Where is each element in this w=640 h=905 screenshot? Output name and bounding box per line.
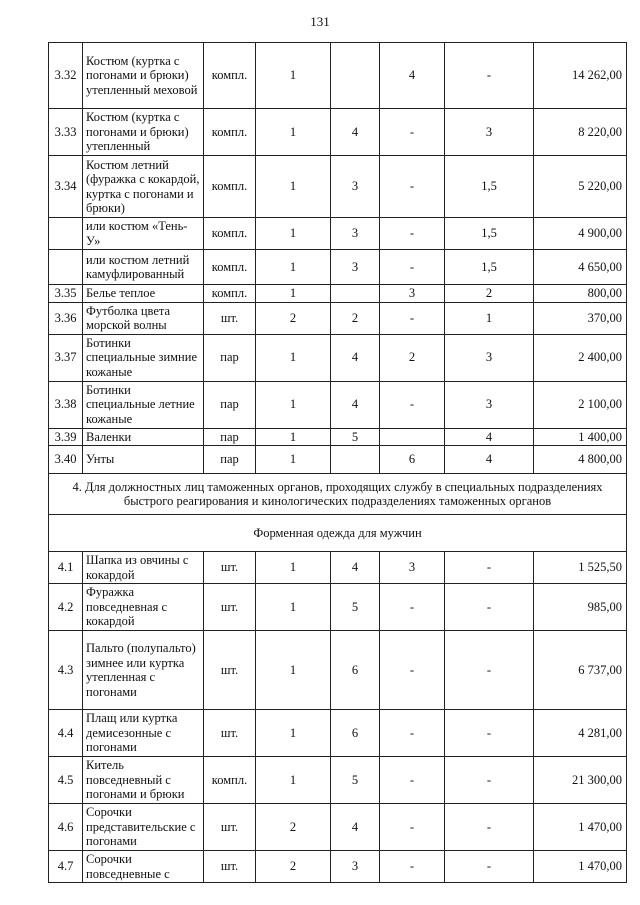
item-price: 8 220,00 <box>534 109 627 156</box>
item-col-a: 3 <box>380 285 445 303</box>
table-row <box>49 851 627 883</box>
table-row <box>49 804 627 851</box>
item-unit: пар <box>204 446 256 474</box>
item-col-a: 6 <box>380 446 445 474</box>
item-unit: шт. <box>204 552 256 584</box>
table-row <box>49 757 627 804</box>
section-heading-row <box>49 474 627 515</box>
item-quantity: 1 <box>256 631 331 710</box>
item-wear-term: 3 <box>331 156 380 218</box>
table-row <box>49 552 627 584</box>
item-col-a: - <box>380 302 445 334</box>
item-unit: шт. <box>204 804 256 851</box>
item-number: 3.40 <box>49 446 83 474</box>
item-name: Унты <box>83 446 204 474</box>
item-col-b: 1,5 <box>445 218 534 250</box>
item-col-b: - <box>445 710 534 757</box>
page-number: 131 <box>310 14 330 29</box>
item-quantity: 1 <box>256 334 331 381</box>
item-name: Валенки <box>83 428 204 446</box>
table-row <box>49 43 627 109</box>
item-price: 4 900,00 <box>534 218 627 250</box>
item-number: 4.5 <box>49 757 83 804</box>
item-number: 4.6 <box>49 804 83 851</box>
item-price: 2 400,00 <box>534 334 627 381</box>
item-price: 14 262,00 <box>534 43 627 109</box>
item-price: 1 400,00 <box>534 428 627 446</box>
item-quantity: 2 <box>256 804 331 851</box>
item-col-b: - <box>445 43 534 109</box>
item-quantity: 1 <box>256 584 331 631</box>
item-col-a: - <box>380 631 445 710</box>
item-wear-term: 5 <box>331 757 380 804</box>
item-number: 3.34 <box>49 156 83 218</box>
item-col-b: 2 <box>445 285 534 303</box>
item-wear-term: 4 <box>331 552 380 584</box>
item-wear-term: 6 <box>331 631 380 710</box>
item-unit: компл. <box>204 218 256 250</box>
item-unit: компл. <box>204 757 256 804</box>
item-price: 5 220,00 <box>534 156 627 218</box>
item-number: 4.4 <box>49 710 83 757</box>
item-unit: пар <box>204 381 256 428</box>
item-col-b: - <box>445 804 534 851</box>
section-heading: 4. Для должностных лиц таможенных органов, проходящих службу в специальных подразделениях быстрого реагирования и кинологических подразделениях таможенных органов <box>49 474 627 515</box>
item-wear-term: 6 <box>331 710 380 757</box>
item-name: Костюм летний (фуражка с кокардой, куртка с погонами и брюки) <box>83 156 204 218</box>
item-price: 1 525,50 <box>534 552 627 584</box>
item-name: Плащ или куртка демисезонные с погонами <box>83 710 204 757</box>
subheading: Форменная одежда для мужчин <box>49 515 627 552</box>
table-row <box>49 156 627 218</box>
supply-table <box>48 42 627 883</box>
item-col-a: - <box>380 381 445 428</box>
table-row <box>49 710 627 757</box>
item-number: 4.3 <box>49 631 83 710</box>
item-wear-term: 3 <box>331 218 380 250</box>
item-price: 4 650,00 <box>534 250 627 285</box>
item-price: 21 300,00 <box>534 757 627 804</box>
item-name: Белье теплое <box>83 285 204 303</box>
item-name: Ботинки специальные летние кожаные <box>83 381 204 428</box>
item-quantity: 2 <box>256 302 331 334</box>
item-col-b: - <box>445 631 534 710</box>
item-col-a: - <box>380 710 445 757</box>
item-wear-term: 2 <box>331 302 380 334</box>
table-row <box>49 381 627 428</box>
item-wear-term: 5 <box>331 428 380 446</box>
item-col-a: - <box>380 250 445 285</box>
item-unit: шт. <box>204 631 256 710</box>
item-col-a: 4 <box>380 43 445 109</box>
item-col-b: 1,5 <box>445 156 534 218</box>
item-col-a: - <box>380 804 445 851</box>
item-unit: пар <box>204 334 256 381</box>
item-number: 3.38 <box>49 381 83 428</box>
item-number: 3.35 <box>49 285 83 303</box>
item-quantity: 1 <box>256 552 331 584</box>
item-unit: шт. <box>204 851 256 883</box>
item-wear-term: 5 <box>331 584 380 631</box>
table-row <box>49 334 627 381</box>
item-col-a: - <box>380 109 445 156</box>
item-col-b: 1,5 <box>445 250 534 285</box>
table-row <box>49 428 627 446</box>
table-row <box>49 109 627 156</box>
item-wear-term: 3 <box>331 250 380 285</box>
item-name: Костюм (куртка с погонами и брюки) утепленный <box>83 109 204 156</box>
item-name: или костюм летний камуфлированный <box>83 250 204 285</box>
item-wear-term <box>331 446 380 474</box>
item-unit: шт. <box>204 584 256 631</box>
item-quantity: 1 <box>256 446 331 474</box>
item-name: Китель повседневный с погонами и брюки <box>83 757 204 804</box>
item-col-a: 3 <box>380 552 445 584</box>
item-name: Сорочки повседневные с <box>83 851 204 883</box>
item-price: 985,00 <box>534 584 627 631</box>
item-quantity: 1 <box>256 156 331 218</box>
item-number: 4.2 <box>49 584 83 631</box>
item-col-b: - <box>445 851 534 883</box>
item-wear-term: 4 <box>331 109 380 156</box>
item-col-b: 3 <box>445 109 534 156</box>
item-col-b: - <box>445 584 534 631</box>
item-number: 3.39 <box>49 428 83 446</box>
item-price: 4 281,00 <box>534 710 627 757</box>
item-wear-term: 4 <box>331 334 380 381</box>
item-quantity: 2 <box>256 851 331 883</box>
item-col-b: 4 <box>445 428 534 446</box>
item-col-a: 2 <box>380 334 445 381</box>
item-name: или костюм «Тень-У» <box>83 218 204 250</box>
item-quantity: 1 <box>256 710 331 757</box>
item-quantity: 1 <box>256 285 331 303</box>
item-number: 3.33 <box>49 109 83 156</box>
item-number: 3.36 <box>49 302 83 334</box>
item-name: Сорочки представительские с погонами <box>83 804 204 851</box>
item-col-b: 4 <box>445 446 534 474</box>
item-unit: пар <box>204 428 256 446</box>
item-wear-term: 4 <box>331 804 380 851</box>
item-col-a: - <box>380 156 445 218</box>
item-unit: компл. <box>204 156 256 218</box>
item-number: 3.32 <box>49 43 83 109</box>
table-row <box>49 285 627 303</box>
table-row <box>49 631 627 710</box>
item-unit: компл. <box>204 43 256 109</box>
table-row <box>49 302 627 334</box>
item-wear-term <box>331 43 380 109</box>
item-price: 800,00 <box>534 285 627 303</box>
item-col-b: - <box>445 552 534 584</box>
subheading-row <box>49 515 627 552</box>
table-row <box>49 446 627 474</box>
item-price: 370,00 <box>534 302 627 334</box>
item-quantity: 1 <box>256 43 331 109</box>
item-price: 6 737,00 <box>534 631 627 710</box>
item-name: Фуражка повседневная с кокардой <box>83 584 204 631</box>
item-col-b: - <box>445 757 534 804</box>
item-number <box>49 250 83 285</box>
table-row <box>49 584 627 631</box>
item-col-b: 1 <box>445 302 534 334</box>
item-unit: компл. <box>204 109 256 156</box>
table-row <box>49 250 627 285</box>
item-quantity: 1 <box>256 381 331 428</box>
item-col-b: 3 <box>445 334 534 381</box>
item-number: 4.1 <box>49 552 83 584</box>
item-unit: компл. <box>204 285 256 303</box>
item-quantity: 1 <box>256 250 331 285</box>
item-col-a <box>380 428 445 446</box>
item-col-b: 3 <box>445 381 534 428</box>
item-wear-term: 3 <box>331 851 380 883</box>
item-number <box>49 218 83 250</box>
item-col-a: - <box>380 851 445 883</box>
item-number: 3.37 <box>49 334 83 381</box>
item-price: 1 470,00 <box>534 804 627 851</box>
item-price: 2 100,00 <box>534 381 627 428</box>
item-col-a: - <box>380 218 445 250</box>
item-price: 4 800,00 <box>534 446 627 474</box>
item-name: Пальто (полупальто) зимнее или куртка утепленная с погонами <box>83 631 204 710</box>
item-unit: шт. <box>204 302 256 334</box>
item-quantity: 1 <box>256 428 331 446</box>
item-col-a: - <box>380 584 445 631</box>
item-quantity: 1 <box>256 109 331 156</box>
item-name: Футболка цвета морской волны <box>83 302 204 334</box>
item-quantity: 1 <box>256 757 331 804</box>
item-name: Ботинки специальные зимние кожаные <box>83 334 204 381</box>
table-row <box>49 218 627 250</box>
item-unit: шт. <box>204 710 256 757</box>
item-wear-term: 4 <box>331 381 380 428</box>
item-wear-term <box>331 285 380 303</box>
item-name: Шапка из овчины с кокардой <box>83 552 204 584</box>
item-quantity: 1 <box>256 218 331 250</box>
item-name: Костюм (куртка с погонами и брюки) утепленный меховой <box>83 43 204 109</box>
item-number: 4.7 <box>49 851 83 883</box>
item-col-a: - <box>380 757 445 804</box>
item-price: 1 470,00 <box>534 851 627 883</box>
item-unit: компл. <box>204 250 256 285</box>
